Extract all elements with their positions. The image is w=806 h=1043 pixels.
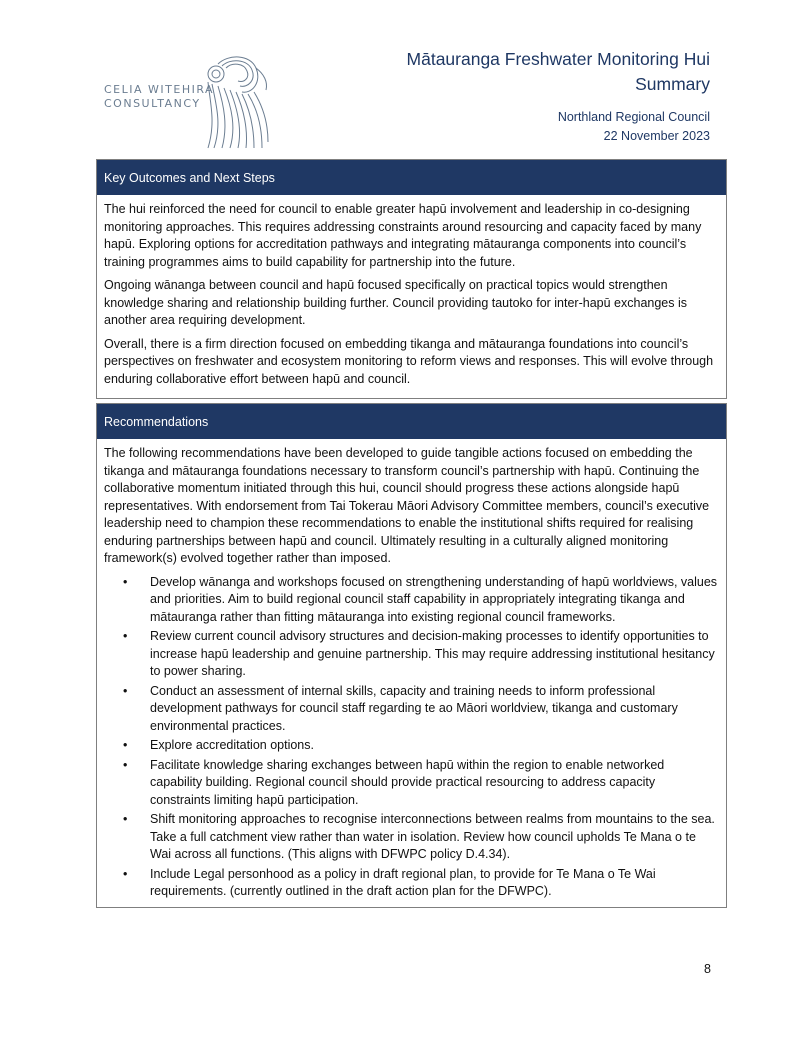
report-title — [407, 47, 710, 97]
recommendations-body — [97, 439, 726, 907]
key-outcomes-body — [97, 195, 726, 398]
recommendations-panel — [96, 403, 727, 908]
recommendations-intro: The following recommendations have been developed to guide tangible actions focused on embedding the tikanga and mātauranga foundations necessary to transform council’s partnership with hapū. Continuing the collaborative momentum initiated through this hui, council should progress these actions alongside hapū representatives. With endorsement from Tai Tokerau Māori Advisory Committee members, council’s executive leadership need to champion these recommendations to enable the institutional shifts required for realising enduring partnerships between hapū and council. Ultimately resulting in a culturally aligned monitoring framework(s) evolved together rather than imposed. — [104, 446, 710, 565]
recommendation-item: • Shift monitoring approaches to recognise interconnections between realms from mountains to the sea. Take a full catchment view rather than water in isolation. Review how council upholds Te Mana o te Wai across all functions. (This aligns with DFWPC policy D.4.34). — [150, 811, 719, 864]
report-title-line-1: Mātauranga Freshwater Monitoring Hui — [406, 49, 710, 69]
organisation-name: Northland Regional Council — [557, 110, 710, 124]
key-outcomes-panel — [96, 159, 727, 399]
report-title-line-2: Summary — [635, 74, 710, 94]
report-meta — [558, 108, 710, 146]
key-outcomes-paragraph: The hui reinforced the need for council to enable greater hapū involvement and leadership in co-designing monitoring approaches. This requires addressing constraints around resourcing and capacity faced by many hapū. Exploring options for accreditation pathways and integrating mātauranga components into council’s training programmes aims to build capability for partnership into the future. — [104, 202, 702, 269]
recommendation-item: • Develop wānanga and workshops focused on strengthening understanding of hapū worldviews, values and priorities. Aim to build regional council staff capability in appropriately integrating tikanga and mātauranga rather than fitting mātauranga into existing regional council frameworks. — [150, 574, 719, 627]
recommendation-item: • Review current council advisory structures and decision-making processes to identify opportunities to increase hapū leadership and genuine partnership. This may require addressing institutional hesitancy to power sharing. — [150, 628, 719, 681]
key-outcomes-heading: Key Outcomes and Next Steps — [97, 160, 726, 195]
recommendation-item: • Include Legal personhood as a policy in draft regional plan, to provide for Te Mana o Te Wai requirements. (currently outlined in the draft action plan for the DFWPC). — [150, 866, 719, 901]
recommendation-item: • Conduct an assessment of internal skills, capacity and training needs to inform professional development pathways for council staff regarding te ao Māori worldview, tikanga and customary environmental practices. — [150, 683, 719, 736]
logo-line-2: CONSULTANCY — [104, 96, 201, 110]
recommendations-list — [104, 574, 719, 901]
recommendations-heading: Recommendations — [97, 404, 726, 439]
report-date: 22 November 2023 — [603, 129, 710, 143]
page-number: 8 — [704, 962, 711, 976]
logo-line-1: CELIA WITEHIRA — [104, 83, 215, 96]
key-outcomes-paragraph: Ongoing wānanga between council and hapū focused specifically on practical topics would strengthen knowledge sharing and relationship building further. Council providing tautoko for inter-hapū exchanges is another area requiring development. — [104, 278, 688, 327]
key-outcomes-paragraph: Overall, there is a firm direction focused on embedding tikanga and mātauranga foundations into council’s perspectives on freshwater and ecosystem monitoring to reform views and responses. This will evolve through enduring collaborative effort between hapū and council. — [104, 336, 714, 386]
recommendation-item: • Facilitate knowledge sharing exchanges between hapū within the region to enable networked capability building. Regional council should provide practical resourcing to address capacity constraints limiting hapū participation. — [150, 757, 719, 810]
koru-logo-icon — [198, 52, 270, 150]
recommendation-item: • Explore accreditation options. — [150, 737, 719, 755]
